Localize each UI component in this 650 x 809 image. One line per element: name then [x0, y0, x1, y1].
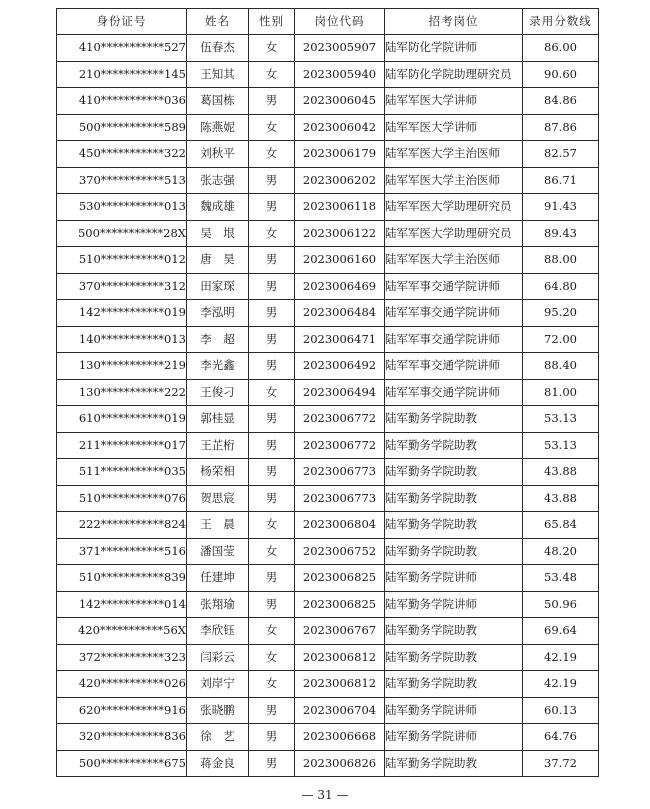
admission-score-table	[56, 8, 599, 777]
cell-gender: 男	[249, 459, 295, 486]
cell-position-code: 2023006469	[295, 273, 385, 300]
cell-position: 陆军军医大学助理研究员	[385, 194, 523, 221]
cell-gender: 女	[249, 512, 295, 539]
table-row	[57, 88, 599, 115]
table-row	[57, 35, 599, 62]
cell-gender: 女	[249, 61, 295, 88]
cell-score: 82.57	[523, 141, 599, 168]
cell-position-code: 2023006772	[295, 432, 385, 459]
cell-gender: 男	[249, 326, 295, 353]
cell-id-number: 370***********513	[57, 167, 187, 194]
table-row	[57, 512, 599, 539]
header-score: 录用分数线	[523, 9, 599, 35]
cell-score: 90.60	[523, 61, 599, 88]
cell-gender: 男	[249, 565, 295, 592]
table-row	[57, 485, 599, 512]
cell-score: 65.84	[523, 512, 599, 539]
cell-position-code: 2023006812	[295, 671, 385, 698]
table-row	[57, 644, 599, 671]
cell-score: 64.76	[523, 724, 599, 751]
cell-score: 72.00	[523, 326, 599, 353]
cell-position-code: 2023006825	[295, 591, 385, 618]
cell-position-code: 2023006492	[295, 353, 385, 380]
cell-position: 陆军军事交通学院讲师	[385, 326, 523, 353]
cell-gender: 男	[249, 591, 295, 618]
cell-name: 李欣钰	[187, 618, 249, 645]
cell-name: 陈燕妮	[187, 114, 249, 141]
table-body	[57, 35, 599, 777]
cell-position-code: 2023005907	[295, 35, 385, 62]
header-position-code: 岗位代码	[295, 9, 385, 35]
cell-name: 吴 垠	[187, 220, 249, 247]
cell-position: 陆军军医大学讲师	[385, 88, 523, 115]
cell-id-number: 370***********312	[57, 273, 187, 300]
cell-name: 蒋金良	[187, 750, 249, 777]
cell-gender: 男	[249, 724, 295, 751]
cell-gender: 男	[249, 750, 295, 777]
cell-position-code: 2023006045	[295, 88, 385, 115]
table-header-row	[57, 9, 599, 35]
cell-position: 陆军勤务学院助教	[385, 750, 523, 777]
cell-position-code: 2023006179	[295, 141, 385, 168]
cell-id-number: 620***********916	[57, 697, 187, 724]
cell-position-code: 2023006202	[295, 167, 385, 194]
table-row	[57, 273, 599, 300]
cell-position-code: 2023006772	[295, 406, 385, 433]
cell-id-number: 420***********026	[57, 671, 187, 698]
cell-gender: 男	[249, 273, 295, 300]
cell-name: 徐 艺	[187, 724, 249, 751]
table-row	[57, 618, 599, 645]
cell-gender: 男	[249, 194, 295, 221]
cell-score: 48.20	[523, 538, 599, 565]
cell-name: 魏成雄	[187, 194, 249, 221]
cell-id-number: 130***********222	[57, 379, 187, 406]
cell-id-number: 420***********56X	[57, 618, 187, 645]
cell-id-number: 510***********076	[57, 485, 187, 512]
cell-position-code: 2023006160	[295, 247, 385, 274]
cell-position: 陆军防化学院助理研究员	[385, 61, 523, 88]
cell-score: 42.19	[523, 671, 599, 698]
cell-position-code: 2023006812	[295, 644, 385, 671]
cell-name: 李泓明	[187, 300, 249, 327]
cell-score: 53.13	[523, 406, 599, 433]
cell-name: 葛国栋	[187, 88, 249, 115]
cell-name: 贺思宸	[187, 485, 249, 512]
cell-position: 陆军军医大学讲师	[385, 114, 523, 141]
table-row	[57, 459, 599, 486]
cell-position: 陆军勤务学院讲师	[385, 565, 523, 592]
cell-position-code: 2023006767	[295, 618, 385, 645]
cell-id-number: 450***********322	[57, 141, 187, 168]
table-row	[57, 194, 599, 221]
cell-position-code: 2023006704	[295, 697, 385, 724]
cell-gender: 男	[249, 300, 295, 327]
cell-position: 陆军勤务学院助教	[385, 538, 523, 565]
cell-gender: 女	[249, 35, 295, 62]
cell-gender: 男	[249, 88, 295, 115]
cell-name: 李光鑫	[187, 353, 249, 380]
cell-name: 王芷桁	[187, 432, 249, 459]
cell-gender: 女	[249, 644, 295, 671]
cell-score: 91.43	[523, 194, 599, 221]
cell-position-code: 2023006804	[295, 512, 385, 539]
cell-id-number: 371***********516	[57, 538, 187, 565]
cell-name: 李 超	[187, 326, 249, 353]
cell-score: 43.88	[523, 459, 599, 486]
cell-position-code: 2023006773	[295, 459, 385, 486]
cell-position: 陆军勤务学院助教	[385, 406, 523, 433]
cell-id-number: 410***********036	[57, 88, 187, 115]
cell-score: 81.00	[523, 379, 599, 406]
cell-gender: 女	[249, 379, 295, 406]
cell-position: 陆军勤务学院助教	[385, 512, 523, 539]
cell-score: 95.20	[523, 300, 599, 327]
cell-gender: 男	[249, 406, 295, 433]
cell-gender: 男	[249, 432, 295, 459]
cell-name: 王 晨	[187, 512, 249, 539]
cell-score: 88.40	[523, 353, 599, 380]
cell-score: 84.86	[523, 88, 599, 115]
cell-score: 60.13	[523, 697, 599, 724]
cell-position-code: 2023006825	[295, 565, 385, 592]
table-row	[57, 379, 599, 406]
cell-score: 43.88	[523, 485, 599, 512]
cell-position: 陆军勤务学院助教	[385, 644, 523, 671]
cell-gender: 女	[249, 671, 295, 698]
cell-id-number: 610***********019	[57, 406, 187, 433]
cell-position: 陆军军事交通学院讲师	[385, 353, 523, 380]
cell-position: 陆军勤务学院讲师	[385, 591, 523, 618]
cell-name: 杨荣相	[187, 459, 249, 486]
table-row	[57, 591, 599, 618]
cell-id-number: 510***********012	[57, 247, 187, 274]
cell-name: 王知其	[187, 61, 249, 88]
cell-position: 陆军勤务学院助教	[385, 485, 523, 512]
page-number: — 31 —	[301, 788, 349, 802]
cell-id-number: 510***********839	[57, 565, 187, 592]
cell-name: 王俊刁	[187, 379, 249, 406]
cell-position-code: 2023006826	[295, 750, 385, 777]
table-row	[57, 724, 599, 751]
cell-position: 陆军军医大学主治医师	[385, 141, 523, 168]
cell-gender: 男	[249, 247, 295, 274]
table-row	[57, 167, 599, 194]
cell-gender: 男	[249, 697, 295, 724]
document-page	[56, 8, 598, 777]
table-row	[57, 538, 599, 565]
table-row	[57, 406, 599, 433]
cell-name: 闫彩云	[187, 644, 249, 671]
cell-name: 任建坤	[187, 565, 249, 592]
cell-id-number: 500***********675	[57, 750, 187, 777]
cell-score: 53.13	[523, 432, 599, 459]
cell-id-number: 410***********527	[57, 35, 187, 62]
cell-position: 陆军勤务学院助教	[385, 618, 523, 645]
cell-name: 伍春杰	[187, 35, 249, 62]
cell-position-code: 2023005940	[295, 61, 385, 88]
cell-position: 陆军军医大学主治医师	[385, 247, 523, 274]
cell-position: 陆军勤务学院助教	[385, 671, 523, 698]
cell-position: 陆军勤务学院讲师	[385, 697, 523, 724]
cell-id-number: 530***********013	[57, 194, 187, 221]
cell-position: 陆军勤务学院助教	[385, 459, 523, 486]
table-row	[57, 750, 599, 777]
table-row	[57, 565, 599, 592]
header-name: 姓名	[187, 9, 249, 35]
cell-gender: 男	[249, 167, 295, 194]
cell-score: 53.48	[523, 565, 599, 592]
table-row	[57, 141, 599, 168]
cell-name: 刘岸宁	[187, 671, 249, 698]
cell-score: 86.71	[523, 167, 599, 194]
cell-position-code: 2023006122	[295, 220, 385, 247]
cell-name: 唐 昊	[187, 247, 249, 274]
table-row	[57, 114, 599, 141]
cell-id-number: 210***********145	[57, 61, 187, 88]
cell-gender: 女	[249, 538, 295, 565]
table-row	[57, 671, 599, 698]
table-row	[57, 353, 599, 380]
header-id-number: 身份证号	[57, 9, 187, 35]
cell-score: 69.64	[523, 618, 599, 645]
cell-gender: 女	[249, 141, 295, 168]
cell-name: 潘国莹	[187, 538, 249, 565]
cell-score: 64.80	[523, 273, 599, 300]
cell-name: 刘秋平	[187, 141, 249, 168]
cell-gender: 女	[249, 220, 295, 247]
cell-position: 陆军军事交通学院讲师	[385, 300, 523, 327]
cell-id-number: 142***********014	[57, 591, 187, 618]
cell-score: 37.72	[523, 750, 599, 777]
cell-position-code: 2023006752	[295, 538, 385, 565]
cell-score: 89.43	[523, 220, 599, 247]
table-row	[57, 220, 599, 247]
cell-id-number: 142***********019	[57, 300, 187, 327]
cell-gender: 女	[249, 618, 295, 645]
cell-id-number: 372***********323	[57, 644, 187, 671]
cell-id-number: 320***********836	[57, 724, 187, 751]
cell-id-number: 222***********824	[57, 512, 187, 539]
cell-id-number: 500***********589	[57, 114, 187, 141]
header-position: 招考岗位	[385, 9, 523, 35]
cell-score: 88.00	[523, 247, 599, 274]
cell-position-code: 2023006471	[295, 326, 385, 353]
cell-position: 陆军军事交通学院讲师	[385, 273, 523, 300]
cell-id-number: 130***********219	[57, 353, 187, 380]
cell-position-code: 2023006484	[295, 300, 385, 327]
cell-position: 陆军防化学院讲师	[385, 35, 523, 62]
cell-gender: 女	[249, 114, 295, 141]
cell-name: 郭桂显	[187, 406, 249, 433]
cell-gender: 男	[249, 485, 295, 512]
cell-id-number: 140***********013	[57, 326, 187, 353]
table-row	[57, 432, 599, 459]
cell-position-code: 2023006773	[295, 485, 385, 512]
table-row	[57, 61, 599, 88]
cell-position-code: 2023006042	[295, 114, 385, 141]
cell-position-code: 2023006668	[295, 724, 385, 751]
cell-position: 陆军军医大学主治医师	[385, 167, 523, 194]
table-row	[57, 300, 599, 327]
cell-score: 50.96	[523, 591, 599, 618]
cell-name: 张志强	[187, 167, 249, 194]
cell-score: 42.19	[523, 644, 599, 671]
table-row	[57, 697, 599, 724]
cell-position: 陆军勤务学院助教	[385, 432, 523, 459]
cell-score: 86.00	[523, 35, 599, 62]
cell-position: 陆军勤务学院讲师	[385, 724, 523, 751]
cell-position: 陆军军医大学助理研究员	[385, 220, 523, 247]
cell-id-number: 211***********017	[57, 432, 187, 459]
table-row	[57, 326, 599, 353]
header-gender: 性别	[249, 9, 295, 35]
cell-gender: 男	[249, 353, 295, 380]
cell-id-number: 500***********28X	[57, 220, 187, 247]
cell-position: 陆军军事交通学院讲师	[385, 379, 523, 406]
table-row	[57, 247, 599, 274]
cell-position-code: 2023006494	[295, 379, 385, 406]
cell-name: 张晓鹏	[187, 697, 249, 724]
cell-name: 张翔瑜	[187, 591, 249, 618]
cell-score: 87.86	[523, 114, 599, 141]
cell-name: 田家琛	[187, 273, 249, 300]
cell-id-number: 511***********035	[57, 459, 187, 486]
cell-position-code: 2023006118	[295, 194, 385, 221]
